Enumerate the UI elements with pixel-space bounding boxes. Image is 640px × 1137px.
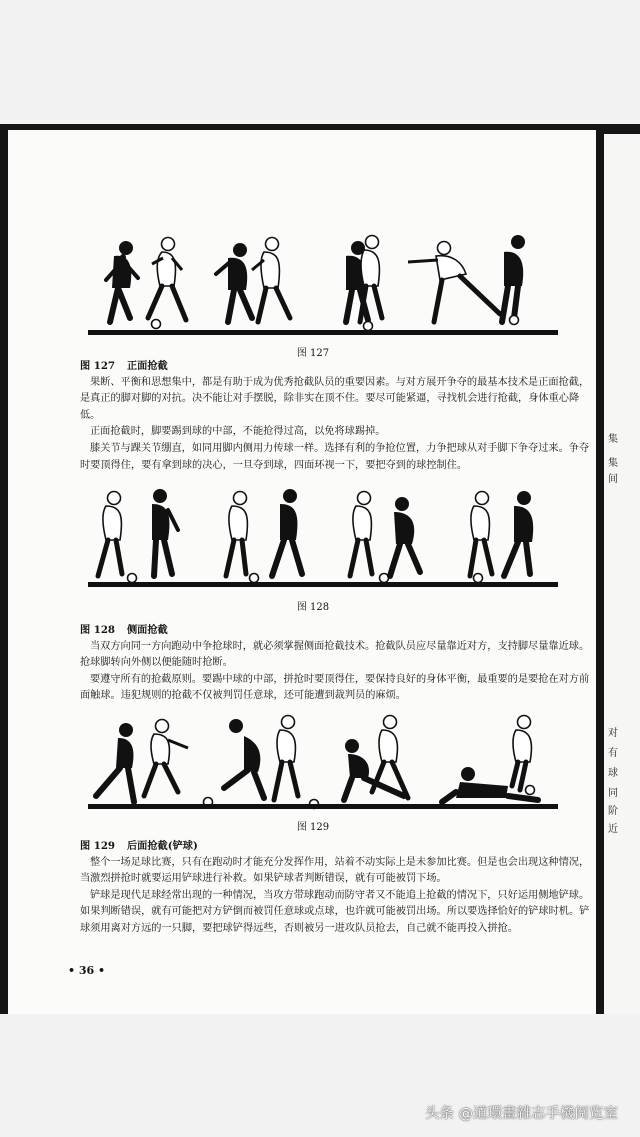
book-page [8, 130, 596, 1014]
figure-128-caption: 图 128 [296, 602, 330, 613]
section-128-text [80, 622, 590, 705]
section-129-paragraph: 整个一场足球比赛，只有在跑动时才能充分发挥作用，站着不动实际上是未参加比赛。但是也会出现这种情况，当激烈拼抢时就要运用铲球进行补救。如果铲球者判断错误，就有可能被罚下场。 [80, 856, 590, 885]
section-128-fig-label: 图 128 [80, 624, 115, 636]
page-number: • 36 • [68, 964, 106, 977]
section-129-heading [80, 838, 590, 855]
section-128-heading [80, 622, 590, 639]
section-127-heading [80, 358, 590, 375]
adjacent-page-text: 近 [608, 824, 618, 835]
section-127-paragraph: 正面抢截时，脚要踢到球的中部，不能抢得过高，以免将球踢掉。 [90, 426, 386, 438]
section-127-paragraph: 果断、平衡和思想集中，都是有助于成为优秀抢截队员的重要因素。与对方展开争夺的最基本技术是正面抢截，是真正的脚对脚的对抗。决不能让对手摆脱，除非实在顶不住。要尽可能紧逼，寻找机会进行抢截，身体重心降低。 [80, 376, 590, 421]
section-127-title: 正面抢截 [127, 360, 168, 372]
section-129-fig-label: 图 129 [80, 840, 115, 852]
section-129-text [80, 838, 590, 938]
section-128-title: 侧面抢截 [127, 624, 168, 636]
section-128-paragraph: 当双方向同一方向跑动中争抢球时，就必须掌握侧面抢截技术。抢截队员应尽量靠近对方，支持脚尽量靠近球。抢球脚转向外侧以便能随时抢断。 [80, 640, 590, 669]
figure-129-illustration [68, 712, 558, 812]
adjacent-page-text: 集 [608, 458, 618, 469]
section-127-text [80, 358, 590, 474]
figure-128-illustration [68, 482, 558, 592]
adjacent-page-text: 对 [608, 728, 618, 739]
section-127-paragraph: 膝关节与踝关节绷直，如同用脚内侧用力传球一样。选择有利的争抢位置，力争把球从对手脚下争夺过来。争夺时要顶得住，要有拿到球的决心，一旦夺到球，四面环视一下，要把夺到的球控制住。 [80, 442, 590, 471]
section-127-fig-label: 图 127 [80, 360, 115, 372]
section-129-paragraph: 铲球是现代足球经常出现的一种情况，当攻方带球跑动而防守者又不能追上抢截的情况下，只好运用侧地铲球。如果判断错误，就有可能把对方铲倒而被罚任意球或点球，也许就可能被罚出场。所以要选择恰好的铲球时机。铲球须用离对方远的一只脚，要把球铲得远些，否则被另一进攻队员抢去，自己就不能再投入拼抢。 [80, 889, 590, 934]
figure-127-illustration [68, 230, 558, 340]
adjacent-page-edge [604, 134, 640, 1014]
section-128-paragraph: 要遵守所有的抢截原则。要踢中球的中部，拼抢时要顶得住，要保持良好的身体平衡，最重要的是要抢在对方前面触球。违犯规则的抢截不仅被判罚任意球，还可能遭到裁判员的麻烦。 [80, 673, 590, 702]
figure-127 [68, 230, 558, 359]
scanned-page-photo [0, 124, 640, 1014]
source-watermark: 头条 @道環畫雜志手機阅览室 [424, 1106, 618, 1122]
adjacent-page-text: 球 [608, 768, 618, 779]
figure-129-caption: 图 129 [296, 822, 330, 833]
section-129-title: 后面抢截(铲球) [127, 840, 198, 852]
figure-128 [68, 482, 558, 613]
figure-129 [68, 712, 558, 833]
adjacent-page-text: 阶 [608, 806, 618, 817]
adjacent-page-text: 集 [608, 434, 618, 445]
adjacent-page-text: 有 [608, 748, 618, 759]
adjacent-page-text: 同 [608, 788, 618, 799]
figure-127-caption: 图 127 [296, 348, 330, 359]
adjacent-page-text: 间 [608, 474, 618, 485]
